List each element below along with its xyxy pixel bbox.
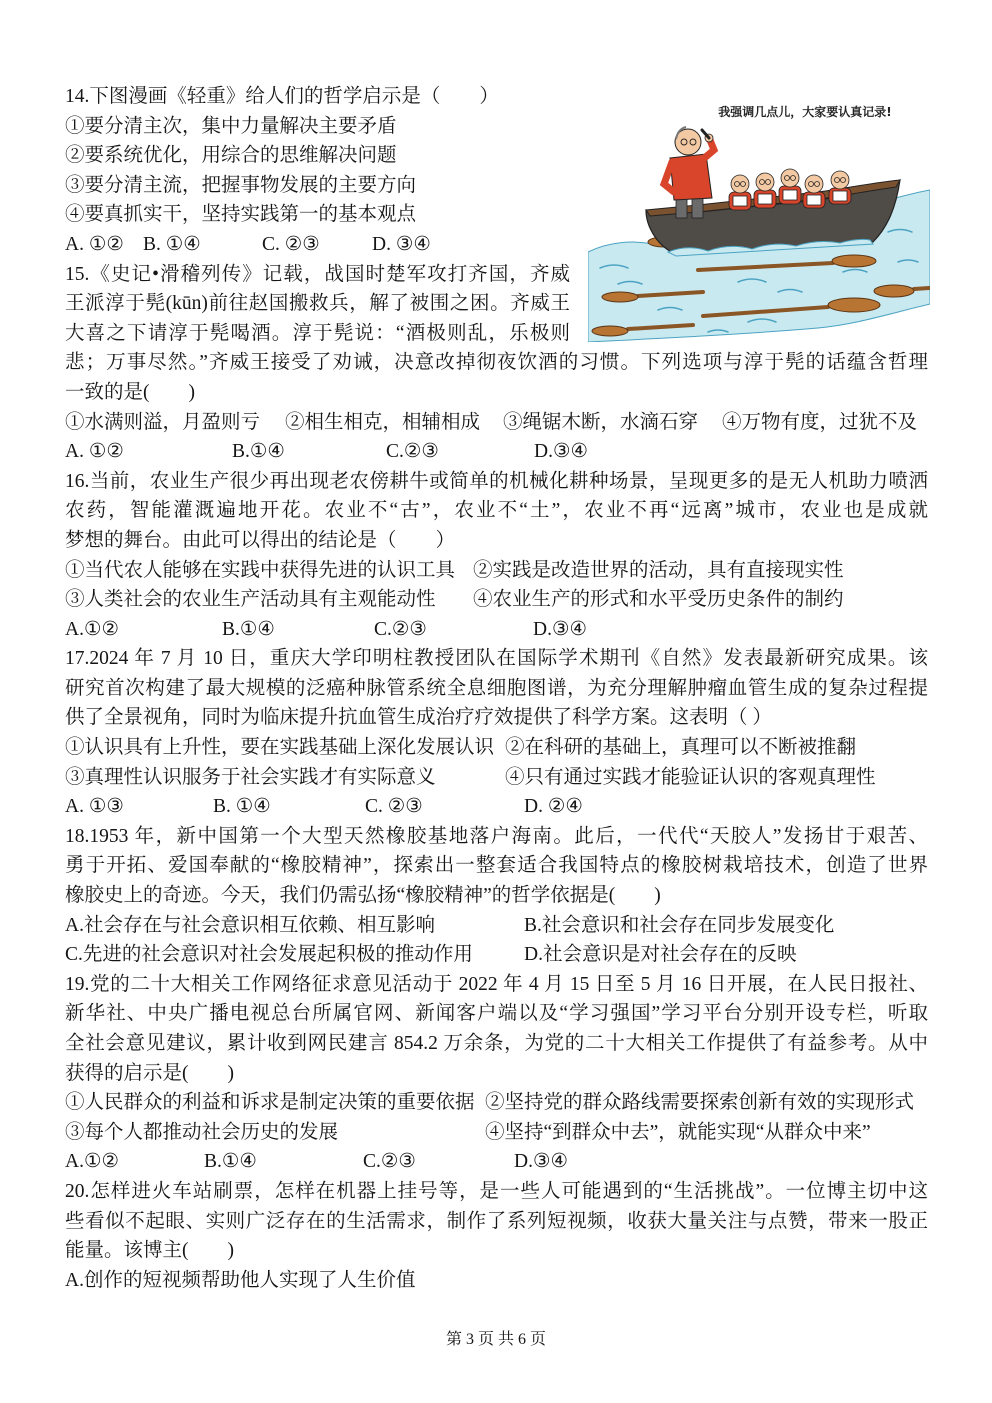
option-c: C. ②③ <box>365 796 423 818</box>
question-stem-line: 梦想的舞台。由此可以得出的结论是（ ） <box>65 529 456 551</box>
statements-row <box>65 585 933 615</box>
statement-3: ③每个人都推动社会历史的发展 <box>65 1121 339 1143</box>
option-d: D.③④ <box>534 441 588 463</box>
question-stem-line: 14.下图漫画《轻重》给人们的哲学启示是（ ） <box>65 86 499 107</box>
statements-row <box>65 408 933 438</box>
option-b: B. ①④ <box>213 796 271 818</box>
statement-4: ④农业生产的形式和水平受历史条件的制约 <box>473 589 844 611</box>
option-c: C.②③ <box>374 618 427 640</box>
question-stem-line: 些看似不起眼、实则广泛存在的生活需求，制作了系列短视频，收获大量关注与点赞，带来一股正 <box>65 1210 928 1232</box>
question-stem-line: 新华社、中央广播电视总台所属官网、新闻客户端以及“学习强国”学习平台分别开设专栏，听取 <box>65 1003 928 1025</box>
question-stem-line: 王派淳于髡(kūn)前往赵国搬救兵，解了被围之困。齐威王 <box>65 293 570 315</box>
statements-row <box>65 763 933 793</box>
question-stem-line: 全社会意见建议，累计收到网民建言 854.2 万余条，为党的二十大相关工作提供了有益参考。从中 <box>65 1033 928 1054</box>
options-row <box>65 1147 933 1177</box>
options-row <box>65 940 933 970</box>
question-stem-line: 19.党的二十大相关工作网络征求意见活动于 2022 年 4 月 15 日至 5 月 16 日开展，在人民日报社、 <box>65 973 928 995</box>
options-row <box>65 911 933 941</box>
question-16 <box>65 467 933 645</box>
question-stem-line: 悲；万事尽然。”齐威王接受了劝诫，决意改掉彻夜饮酒的习惯。下列选项与淳于髡的话蕴含哲理 <box>65 352 928 374</box>
options-row <box>65 792 933 822</box>
option-b: B. ①④ <box>143 233 201 255</box>
question-stem-line: 20.怎样进火车站刷票，怎样在机器上挂号等，是一些人可能遇到的“生活挑战”。一位博主切中这 <box>65 1180 928 1202</box>
statement-2: ②要系统优化，用综合的思维解决问题 <box>65 145 397 167</box>
option-d: D. ②④ <box>524 796 583 818</box>
seated-listener <box>729 175 751 210</box>
options-row <box>65 437 933 467</box>
question-stem-line: 研究首次构建了最大规模的泛癌种脉管系统全息细胞图谱，为充分理解肿瘤血管生成的复杂过程提 <box>65 677 928 699</box>
question-19 <box>65 970 933 1177</box>
option-a: A. ①③ <box>65 796 124 818</box>
statements-row <box>65 1118 933 1148</box>
cartoon-drawing <box>588 92 930 342</box>
option-d: D.③④ <box>514 1151 568 1173</box>
option-b: B.①④ <box>204 1151 257 1173</box>
question-stem-line: 供了全景视角，同时为临床提升抗血管生成治疗疗效提供了科学方案。这表明（ ） <box>65 707 772 729</box>
question-stem-line: 橡胶史上的奇迹。今天，我们仍需弘扬“橡胶精神”的哲学依据是( ) <box>65 885 661 907</box>
statement-2: ②坚持党的群众路线需要探索创新有效的实现形式 <box>485 1092 915 1114</box>
option-b: B.①④ <box>232 441 285 463</box>
statement-3: ③真理性认识服务于社会实践才有实际意义 <box>65 766 436 788</box>
question-stem-line: 18.1953 年，新中国第一个大型天然橡胶基地落户海南。此后，一代代“天胶人”发扬甘于艰苦、 <box>65 825 928 847</box>
statements-row <box>65 733 933 763</box>
option-c: C. ②③ <box>262 233 320 255</box>
statement-2: ②相生相克，相辅相成 <box>285 411 481 433</box>
statement-2: ②实践是改造世界的活动，具有直接现实性 <box>473 559 844 581</box>
cartoon-caption: 我强调几点儿，大家要认真记录! <box>718 105 892 119</box>
statement-1: ①要分清主次，集中力量解决主要矛盾 <box>65 115 397 137</box>
question-stem-line: 农药，智能灌溉遍地开花。农业不“古”，农业不“土”，农业不再“远离”城市，农业也是成就 <box>65 500 928 522</box>
statement-2: ②在科研的基础上，真理可以不断被推翻 <box>505 737 857 759</box>
statement-4: ④万物有度，过犹不及 <box>722 411 918 433</box>
statement-4: ④坚持“到群众中去”，就能实现“从群众中来” <box>485 1121 871 1143</box>
option-a: A. ①② <box>65 233 124 255</box>
question-stem-line: 能量。该博主( ) <box>65 1240 234 1262</box>
option-d: D.社会意识是对社会存在的反映 <box>524 944 797 966</box>
question-stem-line: 获得的启示是( ) <box>65 1062 234 1084</box>
seated-listener <box>779 169 801 204</box>
option-c: C.先进的社会意识对社会发展起积极的推动作用 <box>65 944 473 966</box>
statement-1: ①人民群众的利益和诉求是制定决策的重要依据 <box>65 1092 475 1114</box>
option-c: C.②③ <box>386 441 439 463</box>
question-stem-line: 17.2024 年 7 月 10 日，重庆大学印明柱教授团队在国际学术期刊《自然》发表最新研究成果。该 <box>65 648 928 670</box>
option-d: D. ③④ <box>372 233 431 255</box>
option-a: A.社会存在与社会意识相互依赖、相互影响 <box>65 914 435 936</box>
question-20 <box>65 1177 933 1295</box>
statement-4: ④要真抓实干，坚持实践第一的基本观点 <box>65 204 417 226</box>
statements-row <box>65 1088 933 1118</box>
option-c: C.②③ <box>363 1151 416 1173</box>
statements-row <box>65 556 933 586</box>
cartoon-figure <box>588 92 930 342</box>
option-b: B.社会意识和社会存在同步发展变化 <box>524 914 835 936</box>
question-18 <box>65 822 933 970</box>
options-row <box>65 615 933 645</box>
page-footer: 第 3 页 共 6 页 <box>445 1331 546 1348</box>
statement-3: ③要分清主流，把握事物发展的主要方向 <box>65 174 417 196</box>
question-stem-line: 勇于开拓、爱国奉献的“橡胶精神”，探索出一整套适合我国特点的橡胶树栽培技术，创造了世界 <box>65 855 928 877</box>
statement-1: ①认识具有上升性，要在实践基础上深化发展认识 <box>65 737 495 759</box>
option-d: D.③④ <box>533 618 587 640</box>
option-b: B.①④ <box>222 618 275 640</box>
option-a: A.创作的短视频帮助他人实现了人生价值 <box>65 1269 416 1291</box>
statement-1: ①当代农人能够在实践中获得先进的认识工具 <box>65 559 456 581</box>
statement-3: ③人类社会的农业生产活动具有主观能动性 <box>65 589 436 611</box>
seated-listener <box>754 173 776 208</box>
option-a: A.①② <box>65 618 119 640</box>
question-17 <box>65 644 933 822</box>
option-a: A. ①② <box>65 441 124 463</box>
statement-4: ④只有通过实践才能验证认识的客观真理性 <box>505 766 876 788</box>
statement-1: ①水满则溢，月盈则亏 <box>65 411 261 433</box>
question-stem-line: 大喜之下请淳于髡喝酒。淳于髡说：“酒极则乱，乐极则 <box>65 322 570 344</box>
question-stem-line: 一致的是( ) <box>65 381 195 403</box>
option-a: A.①② <box>65 1151 119 1173</box>
question-stem-line: 16.当前，农业生产很少再出现老农傍耕牛或简单的机械化耕种场景，呈现更多的是无人机助力喷洒 <box>65 470 928 492</box>
statement-3: ③绳锯木断，水滴石穿 <box>503 411 699 433</box>
question-stem-line: 15.《史记•滑稽列传》记载，战国时楚军攻打齐国，齐威 <box>65 263 570 285</box>
